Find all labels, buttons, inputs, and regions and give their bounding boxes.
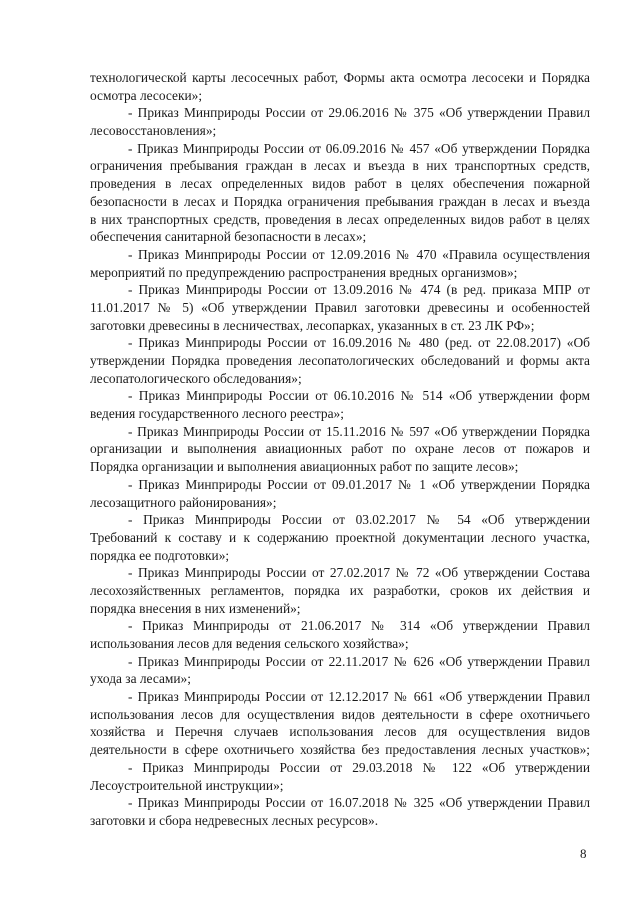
- text-line: - Приказ Минприроды России от 03.02.2017 № 54 «Об утверждении: [128, 512, 590, 528]
- text-line: - Приказ Минприроды России от 16.07.2018 № 325 «Об утверждении Правил: [128, 795, 590, 811]
- text-line: - Приказ Минприроды России от 29.06.2016 № 375 «Об утверждении Правил: [128, 105, 590, 121]
- page-number: 8: [580, 846, 587, 861]
- text-line: лесопатологического обследования»;: [90, 370, 302, 386]
- text-line: порядка ее подготовки»;: [90, 547, 230, 563]
- text-line: осмотра лесосеки»;: [90, 87, 203, 103]
- text-line: Порядка организации и выполнения авиационных работ по защите лесов»;: [90, 459, 519, 475]
- text-line: - Приказ Минприроды России от 06.10.2016 № 514 «Об утверждении форм: [128, 388, 590, 404]
- text-line: - Приказ Минприроды России от 27.02.2017 № 72 «Об утверждении Состава: [128, 565, 590, 581]
- text-line: организации и выполнения авиационных работ по охране лесов от пожаров и: [90, 441, 590, 457]
- text-line: утверждении Порядка проведения лесопатологических обследований и формы акта: [90, 353, 590, 368]
- text-line: - Приказ Минприроды России от 22.11.2017 № 626 «Об утверждении Правил: [128, 653, 590, 669]
- text-line: проведения в лесах определенных видов работ в целях обеспечения пожарной: [90, 176, 590, 192]
- text-line: порядка внесения в них изменений»;: [90, 600, 301, 616]
- text-line: обеспечения санитарной безопасности в лесах»;: [90, 229, 367, 245]
- text-line: - Приказ Минприроды России от 15.11.2016 № 597 «Об утверждении Порядка: [128, 423, 590, 439]
- text-line: Лесоустроительной инструкции»;: [90, 777, 284, 793]
- text-line: заготовки и сбора недревесных лесных ресурсов».: [90, 812, 379, 828]
- text-line: ведения государственного лесного реестра»;: [90, 406, 344, 422]
- text-line: 11.01.2017 № 5) «Об утверждении Правил заготовки древесины и особенностей: [90, 299, 590, 315]
- text-line: использования лесов для ведения сельского хозяйства»;: [90, 636, 409, 651]
- text-line: технологической карты лесосечных работ, Формы акта осмотра лесосеки и Порядка: [90, 70, 590, 85]
- text-line: деятельности в сфере охотничьего хозяйства без предоставления лесных участков»;: [90, 742, 590, 758]
- text-line: - Приказ Минприроды России от 09.01.2017 № 1 «Об утверждении Порядка: [128, 476, 590, 492]
- text-line: - Приказ Минприроды России от 13.09.2016 № 474 (в ред. приказа МПР от: [128, 282, 590, 298]
- text-line: - Приказ Минприроды России от 12.12.2017 № 661 «Об утверждении Правил: [128, 689, 590, 705]
- document-body: [90, 69, 590, 830]
- text-line: мероприятий по предупреждению распространения вредных организмов»;: [90, 264, 518, 280]
- text-line: лесозащитного районирования»;: [90, 494, 277, 510]
- text-line: ухода за лесами»;: [90, 671, 191, 687]
- text-line: - Приказ Минприроды России от 06.09.2016 № 457 «Об утверждении Порядка: [128, 140, 590, 156]
- text-line: заготовки древесины в лесничествах, лесопарках, указанных в ст. 23 ЛК РФ»;: [90, 317, 535, 333]
- text-line: Требований к составу и к содержанию проектной документации лесного участка,: [90, 529, 590, 545]
- text-line: в них транспортных средств, проведения в лесах определенных видов работ в целях: [90, 211, 590, 227]
- text-line: лесохозяйственных регламентов, порядка их разработки, сроков их действия и: [90, 582, 590, 598]
- text-line: хозяйства и Перечня случаев использования лесов для осуществления видов: [90, 724, 590, 740]
- text-line: ограничения пребывания граждан в лесах и въезда в них транспортных средств,: [90, 158, 590, 174]
- text-line: безопасности в лесах и Порядка ограничения пребывания граждан в лесах и въезда: [90, 193, 590, 209]
- text-line: - Приказ Минприроды России от 29.03.2018 № 122 «Об утверждении: [128, 759, 590, 775]
- text-line: - Приказ Минприроды России от 16.09.2016 № 480 (ред. от 22.08.2017) «Об: [128, 335, 590, 351]
- text-line: - Приказ Минприроды от 21.06.2017 № 314 «Об утверждении Правил: [128, 618, 590, 634]
- text-line: лесовосстановления»;: [90, 123, 217, 139]
- text-line: использования лесов для осуществления видов деятельности в сфере охотничьего: [90, 706, 590, 722]
- text-line: - Приказ Минприроды России от 12.09.2016 № 470 «Правила осуществления: [128, 246, 590, 262]
